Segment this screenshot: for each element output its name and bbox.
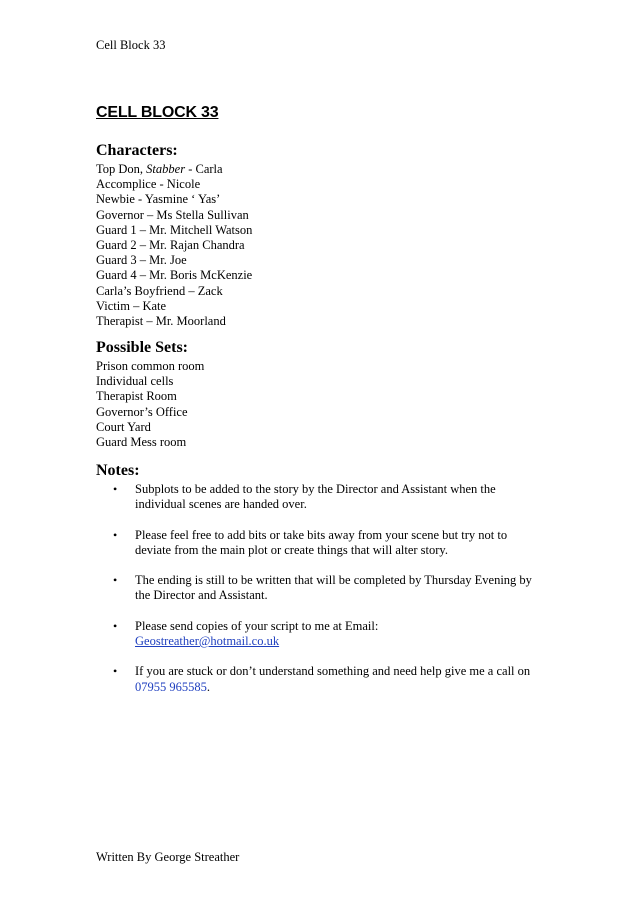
character-item: Guard 1 – Mr. Mitchell Watson — [96, 222, 253, 237]
note-end: . — [206, 679, 210, 694]
bullet-icon: • — [113, 573, 118, 588]
sets-list — [96, 359, 204, 450]
character-item: Guard 2 – Mr. Rajan Chandra — [96, 238, 245, 253]
character-item: Victim – Kate — [96, 298, 167, 313]
character-item: Accomplice - Nicole — [96, 177, 201, 192]
set-item: Guard Mess room — [96, 435, 187, 450]
phone-number[interactable]: 07955 965585 — [135, 679, 207, 694]
character-item — [96, 162, 252, 177]
character-suffix: - Carla — [185, 162, 223, 176]
character-item: Guard 3 – Mr. Joe — [96, 253, 187, 268]
page-footer: Written By George Streather — [96, 850, 240, 864]
notes-list — [96, 482, 535, 695]
note-text: Please feel free to add bits or take bits away from your scene but try not to deviate from the main plot or create things that will alter story. — [135, 527, 508, 557]
set-item: Individual cells — [96, 374, 174, 389]
set-item: Therapist Room — [96, 389, 177, 404]
note-text: If you are stuck or don’t understand something and need help give me a call on — [135, 664, 531, 679]
note-item — [96, 664, 535, 694]
character-prefix: Top Don, — [96, 162, 147, 176]
set-item: Prison common room — [96, 359, 205, 373]
character-item: Guard 4 – Mr. Boris McKenzie — [96, 268, 253, 283]
set-item: Governor’s Office — [96, 404, 188, 419]
characters-heading: Characters: — [96, 142, 178, 159]
sets-section — [96, 338, 204, 450]
note-item — [96, 619, 535, 649]
sets-heading: Possible Sets: — [96, 339, 188, 356]
character-item: Governor – Ms Stella Sullivan — [96, 207, 249, 222]
bullet-icon: • — [113, 527, 118, 542]
bullet-icon: • — [113, 482, 118, 496]
note-text: Please send copies of your script to me at Email: — [135, 618, 379, 633]
character-item: Therapist – Mr. Moorland — [96, 314, 226, 329]
email-link[interactable]: Geostreather@hotmail.co.uk — [135, 633, 280, 648]
characters-list — [96, 162, 252, 329]
character-nickname: Stabber — [146, 162, 186, 176]
bullet-icon: • — [113, 618, 118, 633]
notes-heading: Notes: — [96, 462, 140, 479]
set-item: Court Yard — [96, 419, 151, 434]
note-text: The ending is still to be written that will be completed by Thursday Evening by the Director and Assistant. — [135, 573, 532, 603]
character-item: Newbie - Yasmine ‘ Yas’ — [96, 192, 221, 207]
character-item: Carla’s Boyfriend – Zack — [96, 283, 223, 298]
notes-section — [96, 461, 535, 710]
note-item — [96, 482, 535, 512]
note-item — [96, 573, 535, 603]
page-header: Cell Block 33 — [96, 38, 166, 52]
bullet-icon: • — [113, 664, 118, 679]
note-text: Subplots to be added to the story by the Director and Assistant when the individual scenes are handed over. — [135, 482, 496, 512]
document-title: CELL BLOCK 33 — [96, 104, 219, 121]
note-item — [96, 528, 535, 558]
characters-section — [96, 141, 252, 329]
